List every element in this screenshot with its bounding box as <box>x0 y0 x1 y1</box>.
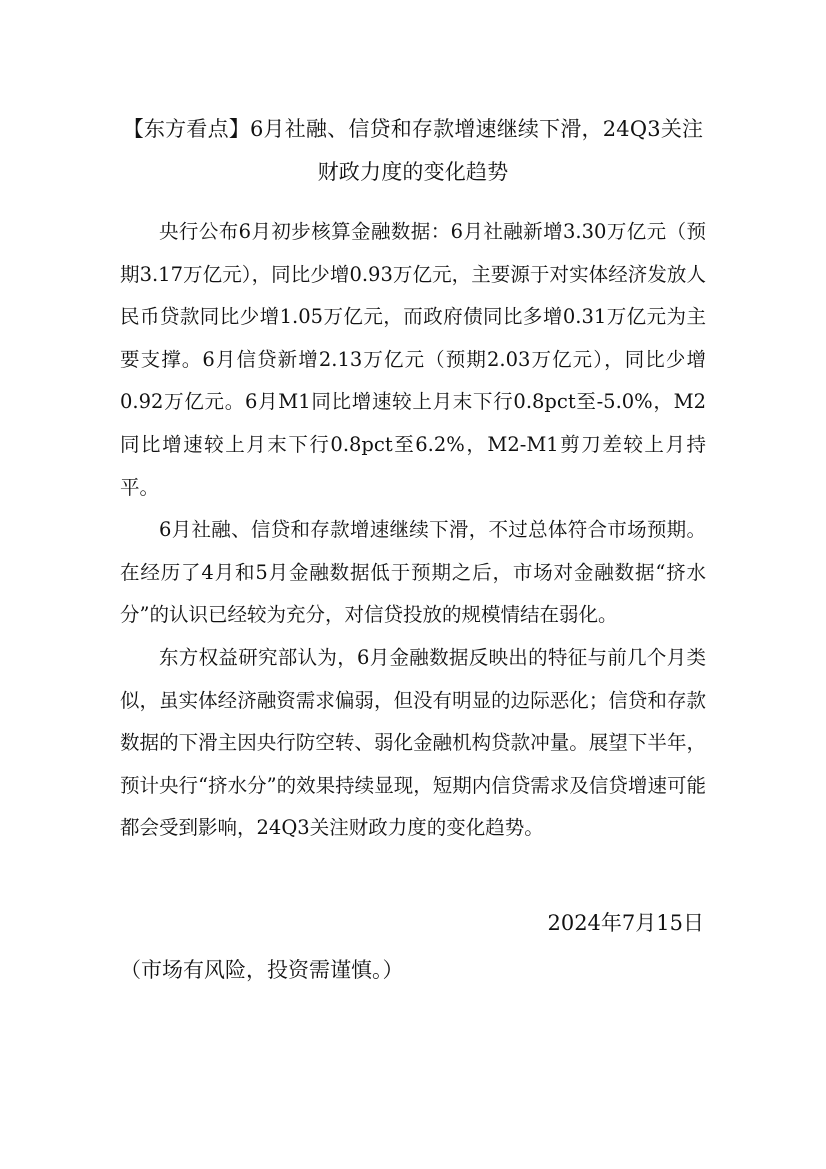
document-date: 2024年7月15日 <box>547 911 704 935</box>
document-title: 【东方看点】6月社融、信贷和存款增速继续下滑，24Q3关注财政力度的变化趋势 <box>122 117 704 184</box>
document-body <box>120 211 706 850</box>
risk-disclaimer: （市场有风险，投资需谨慎。） <box>120 958 404 982</box>
paragraph-market-expectation: 6月社融、信贷和存款增速继续下滑，不过总体符合市场预期。在经历了4月和5月金融数据低于预期之后，市场对金融数据“挤水分”的认识已经较为充分，对信贷投放的规模情结在弱化。 <box>120 518 706 627</box>
paragraph-financial-data: 央行公布6月初步核算金融数据：6月社融新增3.30万亿元（预期3.17万亿元），同比少增0.93万亿元，主要源于对实体经济发放人民币贷款同比少增1.05万亿元，而政府债同比多增0.31万亿元为主要支撑。6月信贷新增2.13万亿元（预期2.03万亿元），同比少增0.92万亿元。6月M1同比增速较上月末下行0.8pct至-5.0%，M2同比增速较上月末下行0.8pct至6.2%，M2-M1剪刀差较上月持平。 <box>120 220 706 499</box>
paragraph-research-view: 东方权益研究部认为，6月金融数据反映出的特征与前几个月类似，虽实体经济融资需求偏弱，但没有明显的边际恶化；信贷和存款数据的下滑主因央行防空转、弱化金融机构贷款冲量。展望下半年，预计央行“挤水分”的效果持续显现，短期内信贷需求及信贷增速可能都会受到影响，24Q3关注财政力度的变化趋势。 <box>120 645 706 840</box>
